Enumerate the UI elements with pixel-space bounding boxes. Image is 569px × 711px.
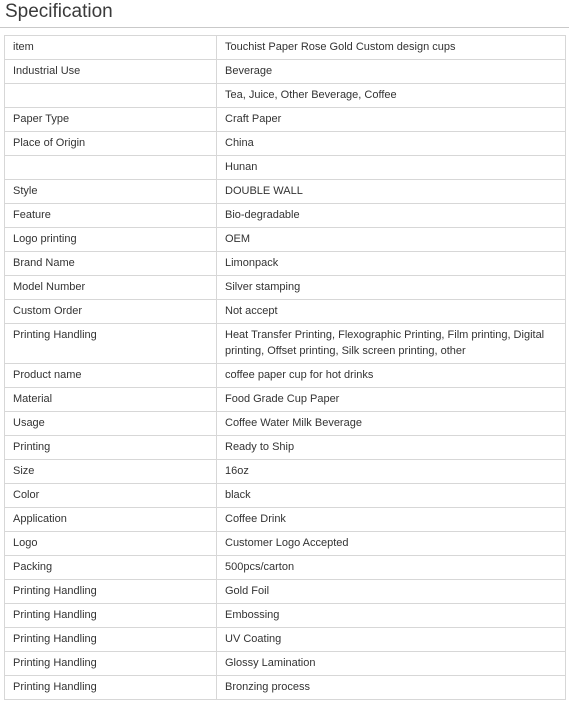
spec-key: Size: [5, 460, 217, 484]
table-row: [5, 436, 566, 460]
spec-value: Heat Transfer Printing, Flexographic Printing, Film printing, Digital printing, Offset printing, Silk screen printing, other: [217, 324, 566, 364]
spec-key: Printing: [5, 436, 217, 460]
spec-value: Glossy Lamination: [217, 652, 566, 676]
table-row: [5, 388, 566, 412]
spec-key: Printing Handling: [5, 676, 217, 700]
spec-header: [0, 0, 569, 30]
spec-key: Place of Origin: [5, 132, 217, 156]
spec-value: Embossing: [217, 604, 566, 628]
spec-key: Paper Type: [5, 108, 217, 132]
spec-value: Tea, Juice, Other Beverage, Coffee: [217, 84, 566, 108]
table-row: [5, 628, 566, 652]
title-divider: [0, 27, 569, 28]
table-row: [5, 532, 566, 556]
table-row: [5, 556, 566, 580]
spec-key: Printing Handling: [5, 628, 217, 652]
table-row: [5, 484, 566, 508]
spec-key: Packing: [5, 556, 217, 580]
spec-value: Bio-degradable: [217, 204, 566, 228]
table-row: [5, 580, 566, 604]
table-row: [5, 228, 566, 252]
spec-key: Feature: [5, 204, 217, 228]
spec-key: Style: [5, 180, 217, 204]
spec-key: Application: [5, 508, 217, 532]
spec-key: Custom Order: [5, 300, 217, 324]
spec-key: [5, 84, 217, 108]
spec-value: Food Grade Cup Paper: [217, 388, 566, 412]
spec-value: UV Coating: [217, 628, 566, 652]
spec-key: Model Number: [5, 276, 217, 300]
spec-value: 500pcs/carton: [217, 556, 566, 580]
spec-value: Hunan: [217, 156, 566, 180]
spec-key: Printing Handling: [5, 652, 217, 676]
spec-value: Craft Paper: [217, 108, 566, 132]
spec-key: Color: [5, 484, 217, 508]
table-row: [5, 324, 566, 364]
table-row: [5, 676, 566, 700]
table-row: [5, 108, 566, 132]
spec-value: DOUBLE WALL: [217, 180, 566, 204]
spec-value: Coffee Drink: [217, 508, 566, 532]
spec-value: Bronzing process: [217, 676, 566, 700]
page-title: Specification: [5, 1, 113, 22]
spec-value: black: [217, 484, 566, 508]
spec-key: Product name: [5, 364, 217, 388]
spec-value: Coffee Water Milk Beverage: [217, 412, 566, 436]
table-row: [5, 156, 566, 180]
spec-key: Brand Name: [5, 252, 217, 276]
table-row: [5, 412, 566, 436]
table-row: [5, 180, 566, 204]
table-row: [5, 36, 566, 60]
spec-key: Material: [5, 388, 217, 412]
spec-value: coffee paper cup for hot drinks: [217, 364, 566, 388]
spec-key: item: [5, 36, 217, 60]
spec-key: Printing Handling: [5, 580, 217, 604]
spec-value: Customer Logo Accepted: [217, 532, 566, 556]
spec-key: Usage: [5, 412, 217, 436]
table-row: [5, 508, 566, 532]
spec-value: Silver stamping: [217, 276, 566, 300]
spec-value: Touchist Paper Rose Gold Custom design cups: [217, 36, 566, 60]
spec-value: OEM: [217, 228, 566, 252]
table-row: [5, 84, 566, 108]
table-row: [5, 460, 566, 484]
spec-key: Printing Handling: [5, 324, 217, 364]
table-row: [5, 300, 566, 324]
table-row: [5, 604, 566, 628]
table-row: [5, 60, 566, 84]
spec-key: [5, 156, 217, 180]
spec-value: 16oz: [217, 460, 566, 484]
spec-key: Printing Handling: [5, 604, 217, 628]
specification-table: [4, 35, 566, 700]
table-row: [5, 252, 566, 276]
spec-value: Beverage: [217, 60, 566, 84]
spec-value: Ready to Ship: [217, 436, 566, 460]
table-row: [5, 132, 566, 156]
spec-value: Limonpack: [217, 252, 566, 276]
table-row: [5, 652, 566, 676]
spec-key: Logo: [5, 532, 217, 556]
table-row: [5, 364, 566, 388]
table-row: [5, 204, 566, 228]
spec-key: Logo printing: [5, 228, 217, 252]
spec-value: China: [217, 132, 566, 156]
spec-value: Gold Foil: [217, 580, 566, 604]
spec-key: Industrial Use: [5, 60, 217, 84]
spec-value: Not accept: [217, 300, 566, 324]
table-row: [5, 276, 566, 300]
